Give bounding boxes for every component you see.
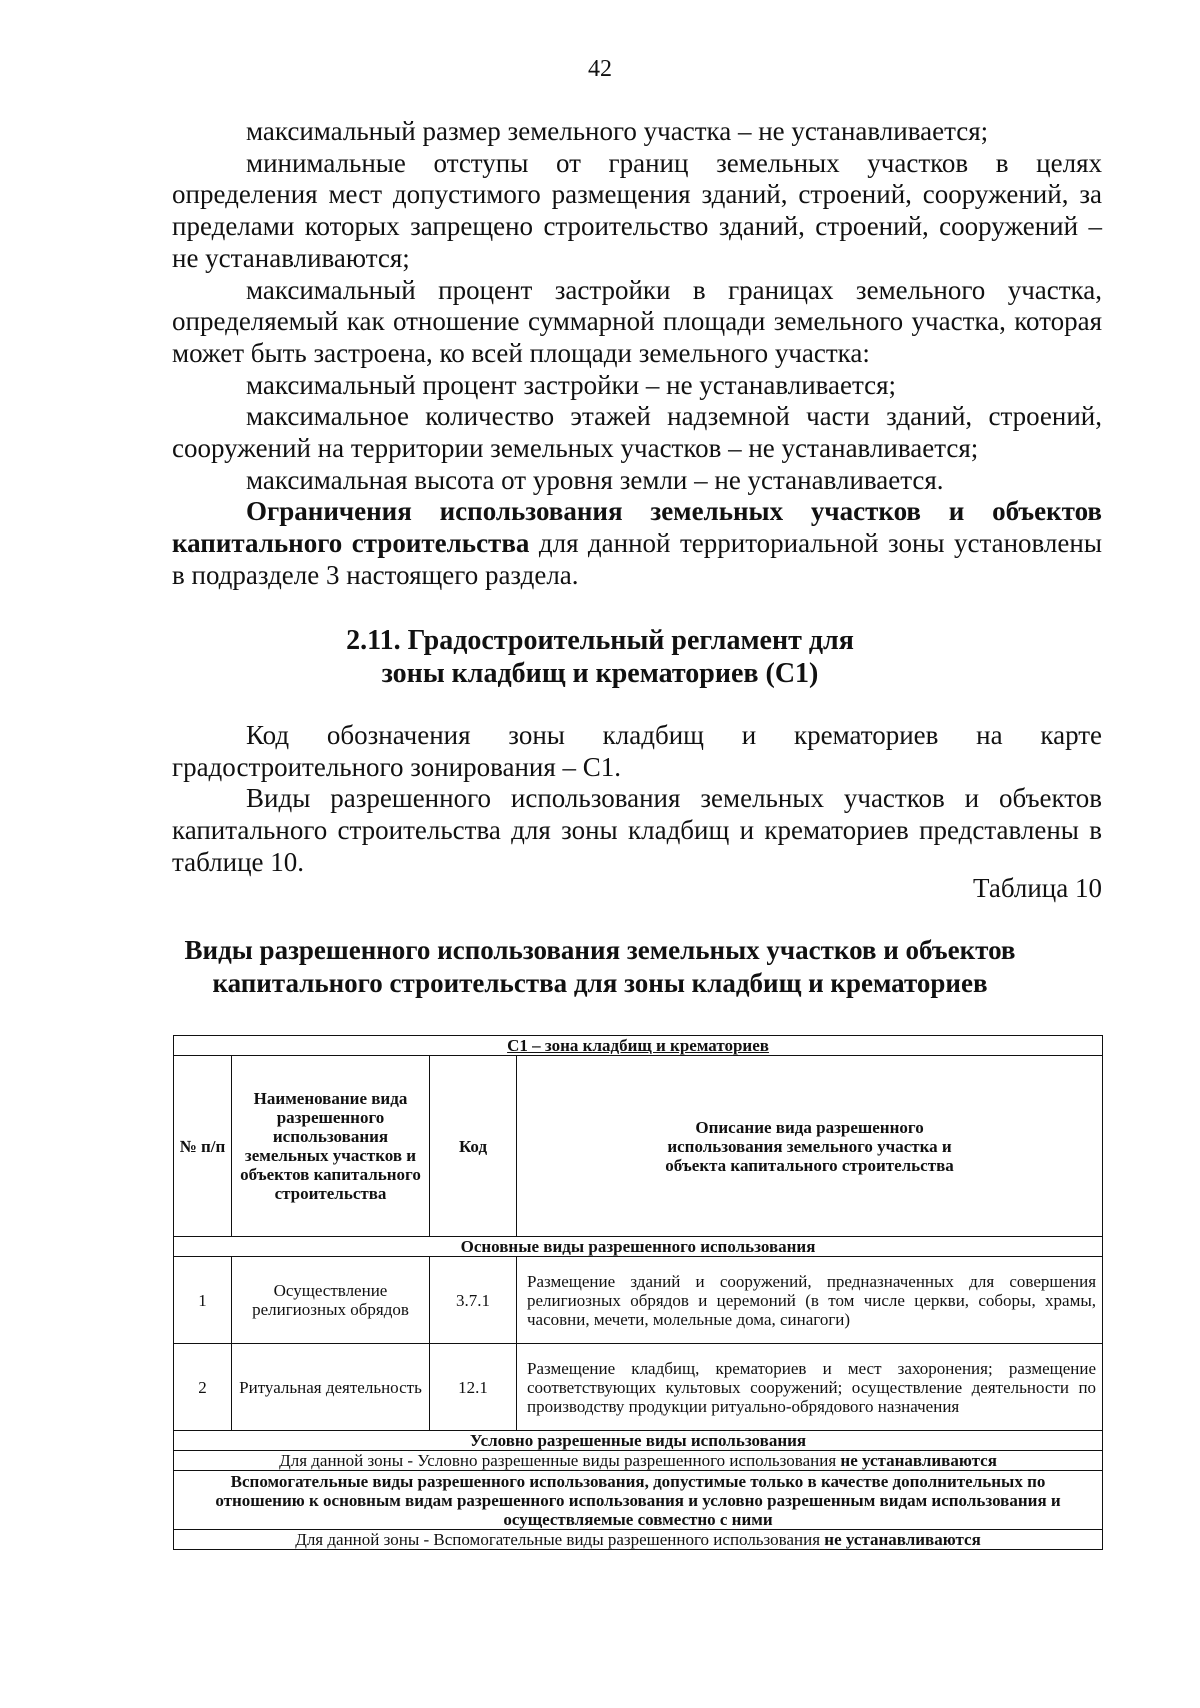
page-number: 42: [588, 56, 612, 82]
paragraph-max-floors: максимальное количество этажей надземной части зданий, строений, сооружений на территории земельных участков – не устанавливается;: [172, 401, 1102, 464]
table-title: [0, 934, 1200, 1000]
paragraph-max-height: максимальная высота от уровня земли – не устанавливается.: [246, 464, 944, 495]
table-title-line2: капитального строительства для зоны кладбищ и крематориев: [212, 968, 988, 998]
table-section-row: [174, 1431, 1103, 1451]
row-description: Размещение кладбищ, крематориев и мест захоронения; размещение соответствующих культовых сооружений; осуществление деятельности по производству продукции ритуально-обрядового назначения: [517, 1344, 1103, 1431]
table-column-header-row: [174, 1056, 1103, 1237]
table-zone-header-row: [174, 1036, 1103, 1056]
row-name: Осуществление религиозных обрядов: [232, 1257, 430, 1344]
row-code: 3.7.1: [430, 1257, 517, 1344]
row-name: Ритуальная деятельность: [232, 1344, 430, 1431]
paragraph-restrictions: [172, 496, 1102, 591]
main-section-header: Основные виды разрешенного использования: [174, 1237, 1103, 1257]
conditional-note-bold: не устанавливаются: [840, 1451, 997, 1470]
table-title-line1: Виды разрешенного использования земельных участков и объектов: [184, 935, 1016, 965]
auxiliary-note-prefix: Для данной зоны - Вспомогательные виды разрешенного использования: [295, 1530, 825, 1549]
header-desc: Описание вида разрешенного использования земельного участка и объекта капитального строительства: [517, 1056, 1103, 1237]
restrictions-rest-text: для данной территориальной зоны установлены в подразделе 3 настоящего раздела.: [172, 528, 1102, 590]
restrictions-bold-text: Ограничения использования земельных участков и объектов капитального строительства: [172, 496, 1102, 559]
row-num: 1: [174, 1257, 232, 1344]
section-title-line1: 2.11. Градостроительный регламент для: [346, 625, 854, 656]
header-code: Код: [430, 1056, 517, 1237]
table-note-row: [174, 1451, 1103, 1471]
row-code: 12.1: [430, 1344, 517, 1431]
paragraph-max-coverage: максимальный процент застройки – не устанавливается;: [246, 369, 897, 400]
table-section-row: [174, 1237, 1103, 1257]
land-use-table: [173, 1035, 1103, 1550]
zone-header-cell: С1 – зона кладбищ и крематориев: [174, 1036, 1103, 1056]
header-name: Наименование вида разрешенного использования земельных участков и объектов капитального строительства: [232, 1056, 430, 1237]
section-title: [0, 624, 1200, 690]
table-note-row: [174, 1530, 1103, 1550]
header-num: № п/п: [174, 1056, 232, 1237]
regulation-parameters: [172, 116, 1102, 592]
auxiliary-note-bold: не устанавливаются: [824, 1530, 981, 1549]
table-section-row: [174, 1471, 1103, 1530]
table-row: [174, 1344, 1103, 1431]
auxiliary-note: [174, 1530, 1103, 1550]
section-title-line2: зоны кладбищ и крематориев (С1): [381, 658, 819, 689]
paragraph-zone-code: Код обозначения зоны кладбищ и крематориев на карте градостроительного зонирования – С1.: [172, 720, 1102, 782]
section-body: [172, 720, 1102, 879]
conditional-note-prefix: Для данной зоны - Условно разрешенные виды разрешенного использования: [279, 1451, 841, 1470]
paragraph-max-plot-size: максимальный размер земельного участка – не устанавливается;: [246, 116, 989, 146]
row-description: Размещение зданий и сооружений, предназначенных для совершения религиозных обрядов и церемоний (в том числе церкви, соборы, храмы, часовни, мечети, молельные дома, синагоги): [517, 1257, 1103, 1344]
row-num: 2: [174, 1344, 232, 1431]
conditional-note: [174, 1451, 1103, 1471]
auxiliary-section-header: Вспомогательные виды разрешенного использования, допустимые только в качестве дополнительных по отношению к основным видам разрешенного использования и условно разрешенным видам использования и осуществляемые совместно с ними: [174, 1471, 1103, 1530]
paragraph-max-coverage-definition: максимальный процент застройки в границах земельного участка, определяемый как отношение суммарной площади земельного участка, которая может быть застроена, ко всей площади земельного участка:: [172, 274, 1102, 368]
paragraph-min-setbacks: минимальные отступы от границ земельных участков в целях определения мест допустимого размещения зданий, строений, сооружений, за пределами которых запрещено строительство зданий, строений, сооружений – не устанавливаются;: [172, 147, 1102, 273]
table-row: [174, 1257, 1103, 1344]
table-label: Таблица 10: [973, 873, 1102, 903]
paragraph-table-reference: Виды разрешенного использования земельных участков и объектов капитального строительства для зоны кладбищ и крематориев представлены в таблице 10.: [172, 783, 1102, 877]
conditional-section-header: Условно разрешенные виды использования: [174, 1431, 1103, 1451]
